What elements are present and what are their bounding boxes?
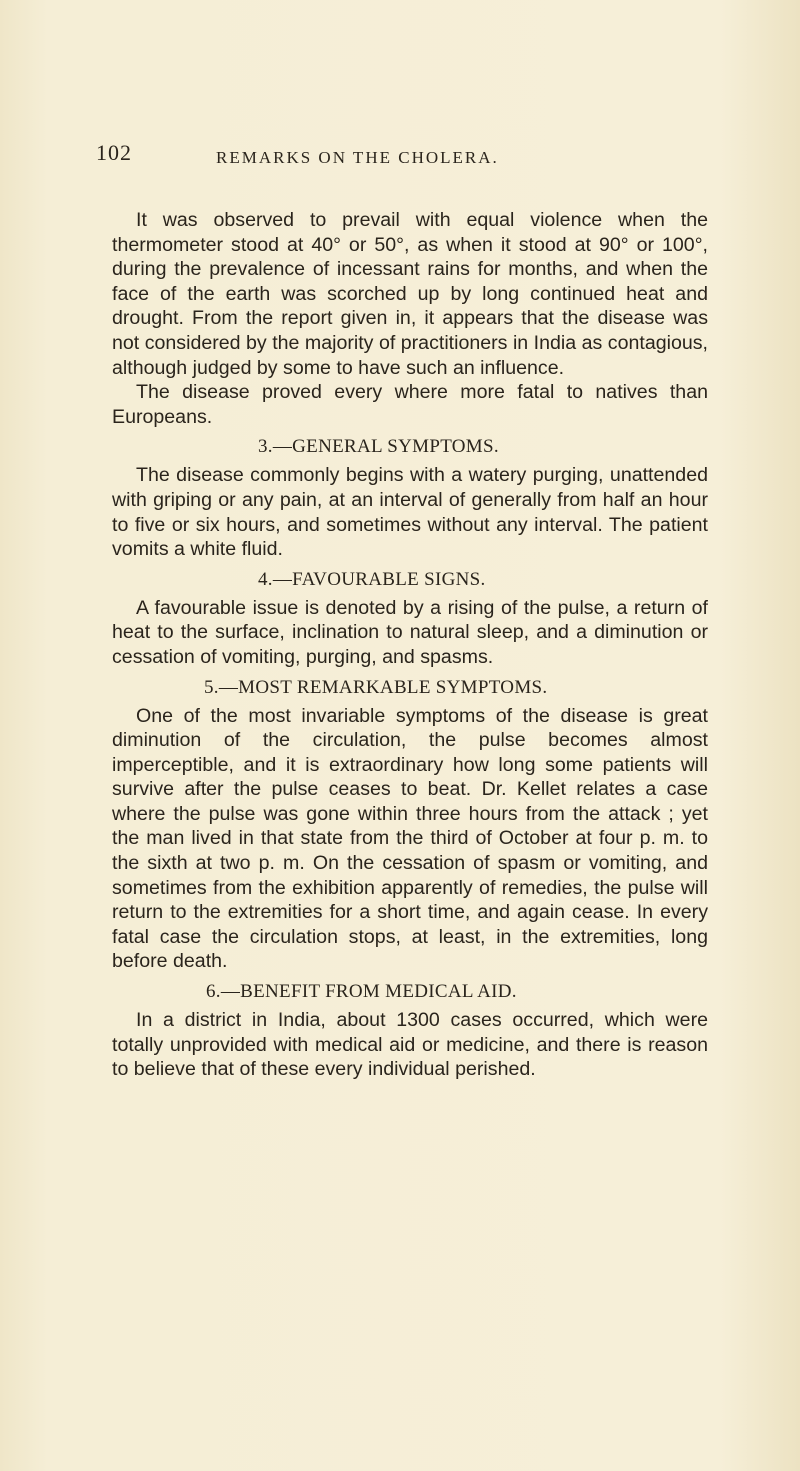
page-number: 102 bbox=[96, 140, 132, 165]
paragraph-contagion: It was observed to prevail with equal violence when the thermometer stood at 40° or 50°, as when it stood at 90° or 100°, during the prevalence of incessant rains for months, and when the face of the earth was scorched up by long continued heat and drought. From the report given in, it appears that the disease was not considered by the majority of practitioners in India as contagious, although judged by some to have such an influence. bbox=[112, 209, 708, 379]
page-header bbox=[96, 140, 716, 180]
paragraph-favourable-signs: A favourable issue is denoted by a rising of the pulse, a return of heat to the surface, inclination to natural sleep, and a diminution or cessation of vomiting, purging, and spasms. bbox=[112, 596, 708, 668]
section-heading-favourable-signs: 4.—FAVOURABLE SIGNS. bbox=[258, 568, 486, 590]
paragraph-mortality: The disease proved every where more fatal to natives than Europeans. bbox=[112, 381, 708, 428]
section-heading-general-symptoms: 3.—GENERAL SYMPTOMS. bbox=[258, 436, 499, 458]
section-heading-medical-aid: 6.—BENEFIT FROM MEDICAL AID. bbox=[206, 981, 517, 1003]
paragraph-medical-aid: In a district in India, about 1300 cases occurred, which were totally unprovided with medical aid or medicine, and there is reason to believe that of these every individual perished. bbox=[112, 1009, 708, 1081]
paragraph-remarkable-symptoms: One of the most invariable symptoms of the disease is great diminution of the circulation, the pulse becomes almost imperceptible, and it is extraordinary how long some patients will survive after the pulse ceases to beat. Dr. Kellet relates a case where the pulse was gone within three hours from the attack ; yet the man lived in that state from the third of October at four p. m. to the sixth at two p. m. On the cessation of spasm or vomiting, and sometimes from the exhibition apparently of remedies, the pulse will return to the extremities for a short time, and again cease. In every fatal case the circulation stops, at least, in the extremities, long before death. bbox=[112, 704, 708, 973]
running-head: REMARKS ON THE CHOLERA. bbox=[216, 148, 499, 167]
page-body bbox=[112, 208, 708, 1082]
paragraph-general-symptoms: The disease commonly begins with a watery purging, unattended with griping or any pain, at an interval of generally from half an hour to five or six hours, and sometimes without any interval. The patient vomits a white fluid. bbox=[112, 464, 708, 561]
section-heading-remarkable-symptoms: 5.—MOST REMARKABLE SYMPTOMS. bbox=[204, 676, 548, 698]
